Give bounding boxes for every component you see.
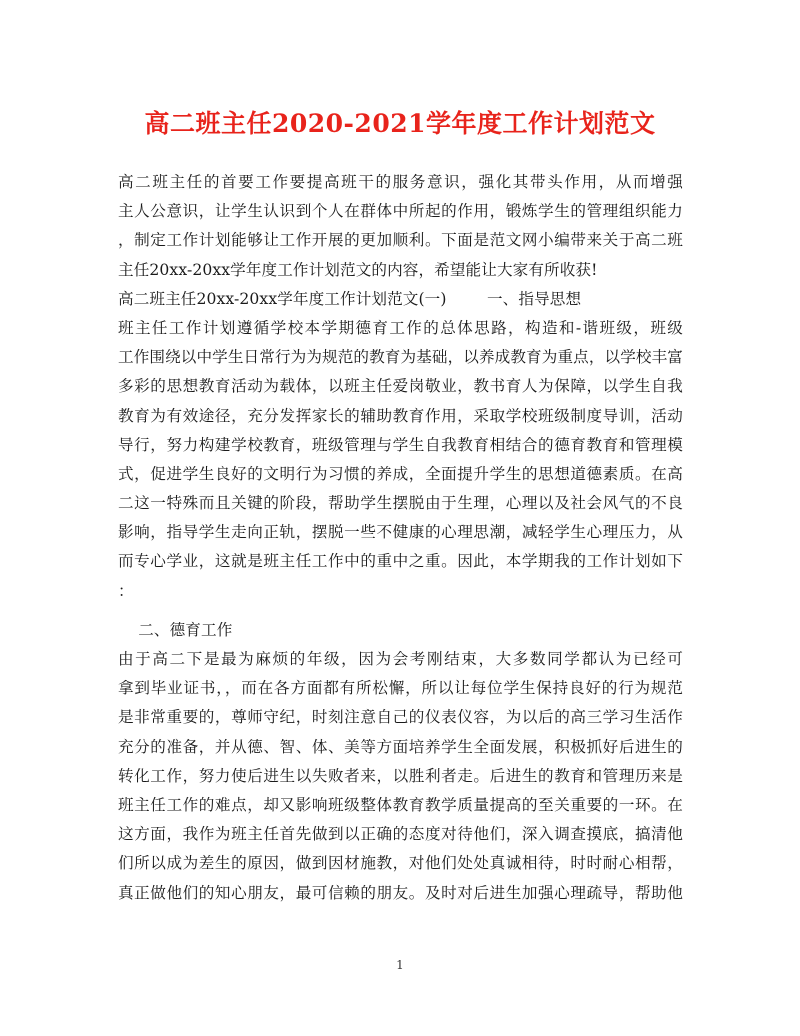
body-line: 主人公意识，让学生认识到个人在群体中所起的作用，锻炼学生的管理组织能力	[118, 202, 683, 221]
document-title: 高二班主任2020-2021学年度工作计划范文	[144, 109, 656, 138]
body-line: 工作围绕以中学生日常行为为规范的教育为基础，以养成教育为重点，以学校丰富	[118, 348, 683, 367]
body-line: 班主任工作的难点，却又影响班级整体教育教学质量提高的至关重要的一环。在	[118, 795, 683, 814]
body-line: 主任20xx-20xx学年度工作计划范文的内容，希望能让大家有所收获!	[118, 260, 598, 279]
body-line: 班主任工作计划遵循学校本学期德育工作的总体思路，构造和-谐班级，班级	[118, 318, 683, 337]
body-line: 充分的准备，并从德、智、体、美等方面培养学生全面发展，积极抓好后进生的	[118, 737, 683, 756]
body-line: 真正做他们的知心朋友，最可信赖的朋友。及时对后进生加强心理疏导，帮助他	[118, 883, 683, 902]
body-line: 式，促进学生良好的文明行为习惯的养成，全面提升学生的思想道德素质。在高	[118, 464, 683, 483]
document-body	[118, 168, 683, 908]
body-line: 影响，指导学生走向正轨，摆脱一些不健康的心理思潮，减轻学生心理压力，从	[118, 523, 683, 542]
body-line: 是非常重要的，尊师守纪，时刻注意自己的仪表仪容，为以后的高三学习生活作	[118, 708, 683, 727]
body-line: 由于高二下是最为麻烦的年级，因为会考刚结束，大多数同学都认为已经可	[118, 650, 683, 668]
body-line: 二、德育工作	[118, 620, 233, 639]
body-line: ：	[118, 581, 134, 600]
body-line: 高二班主任20xx-20xx学年度工作计划范文(一) 一、指导思想	[118, 289, 582, 308]
body-line: 转化工作，努力使后进生以失败者来，以胜利者走。后进生的教育和管理历来是	[118, 766, 683, 785]
body-line: 二这一特殊而且关键的阶段，帮助学生摆脱由于生理，心理以及社会风气的不良	[118, 494, 683, 513]
body-line: 而专心学业，这就是班主任工作中的重中之重。因此，本学期我的工作计划如下	[118, 552, 683, 571]
body-line: 多彩的思想教育活动为载体，以班主任爱岗敬业，教书育人为保障，以学生自我	[118, 377, 683, 396]
body-line: 拿到毕业证书，，而在各方面都有所松懈，所以让每位学生保持良好的行为规范	[118, 679, 683, 698]
body-line: 教育为有效途径，充分发挥家长的辅助教育作用，采取学校班级制度导训，活动	[118, 406, 683, 425]
body-line: 们所以成为差生的原因，做到因材施教，对他们处处真诚相待，时时耐心相帮，	[118, 854, 683, 873]
body-line: 导行，努力构建学校教育，班级管理与学生自我教育相结合的德育教育和管理模	[118, 435, 683, 454]
body-line: 高二班主任的首要工作要提高班干的服务意识，强化其带头作用，从而增强	[118, 173, 683, 191]
body-line: ，制定工作计划能够让工作开展的更加顺利。下面是范文网小编带来关于高二班	[118, 231, 683, 250]
page-number: 1	[396, 958, 404, 972]
body-line: 这方面，我作为班主任首先做到以正确的态度对待他们，深入调查摸底，搞清他	[118, 825, 683, 844]
